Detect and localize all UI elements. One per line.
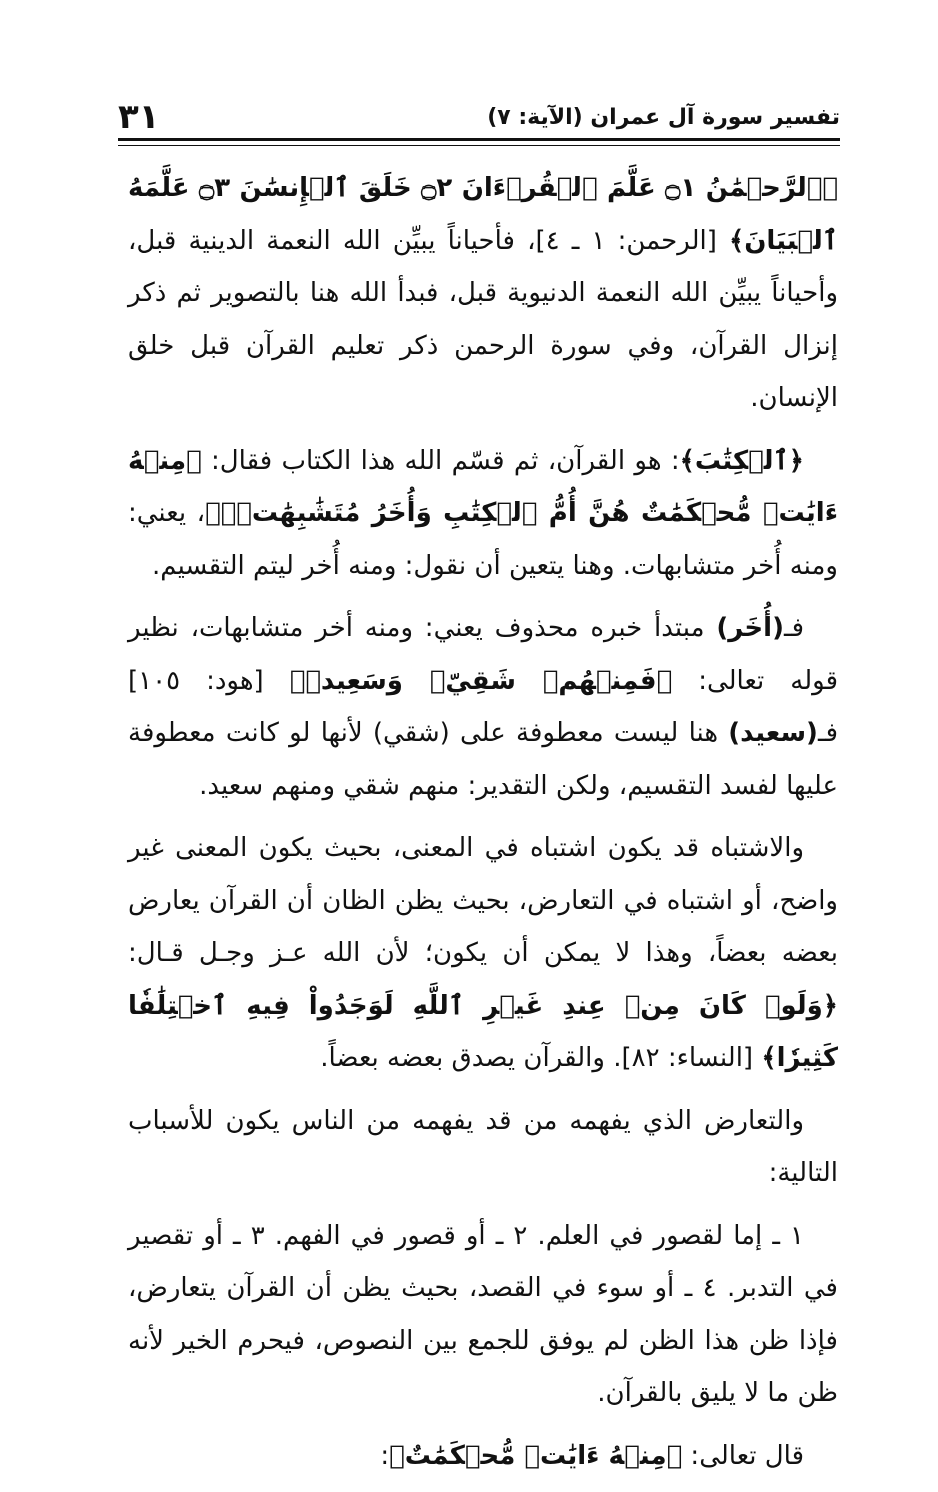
running-title: تفسير سورة آل عمران (الآية: ٧) (487, 105, 840, 130)
bold-term: (أُخَر) (716, 613, 784, 643)
paragraph-text: ١ ـ إما لقصور في العلم. ٢ ـ أو قصور في الفهم. ٣ ـ أو تقصير في التدبر. ٤ ـ أو سوء في القصد، بحيث يظن أن القرآن يتعارض، فإذا ظن هذا الظن لم يوفق للجمع بين النصوص، فيحرم الخير لأنه ظن ما لا يليق بالقرآن. (128, 1220, 838, 1408)
paragraph-text: قال تعالى: (682, 1440, 804, 1471)
paragraph-text: : (380, 1440, 390, 1471)
paragraph-2 (128, 435, 838, 593)
paragraph-text: فـ (783, 613, 804, 643)
paragraph-7 (128, 1430, 838, 1483)
paragraph-text: والتعارض الذي يفهمه من قد يفهمه من الناس يكون للأسباب التالية: (128, 1105, 838, 1188)
paragraph-text: [النساء: ٨٢]. والقرآن يصدق بعضه بعضاً. (320, 1043, 762, 1073)
paragraph-4 (128, 822, 838, 1085)
paragraph-5 (128, 1095, 838, 1200)
paragraph-text: والاشتباه قد يكون اشتباه في المعنى، بحيث يكون المعنى غير واضح، أو اشتباه في التعارض، بحيث يظن الظان أن القرآن يعارض بعضه بعضاً، وهذا لا يمكن أن يكون؛ لأن الله عـز وجـل قـال: (128, 833, 838, 968)
header-rule-thin (118, 145, 840, 146)
paragraph-text: [الرحمن: ١ ـ ٤]، فأحياناً يبيِّن الله النعمة الدينية قبل، وأحياناً يبيِّن الله النعمة الدنيوية قبل، فبدأ الله هنا بالتصوير ثم ذكر إنزال القرآن، وفي سورة الرحمن ذكر تعليم القرآن قبل خلق الإنسان. (128, 225, 838, 413)
paragraph-text: مبتدأ خبره محذوف يعني: ومنه أخر متشابهات، نظير قوله تعالى: (128, 613, 838, 696)
quran-verse: ﴿وَلَوۡ كَانَ مِنۡ عِندِ غَيۡرِ ٱللَّهِ لَوَجَدُواْ فِيهِ ٱخۡتِلَٰفٗا كَثِيرٗا﴾ (128, 990, 838, 1073)
page-number: ٣١ (118, 97, 160, 137)
paragraph-6 (128, 1210, 838, 1420)
page-header (118, 86, 840, 137)
bold-term: (سعيد) (728, 718, 818, 748)
paragraph-1 (128, 162, 838, 425)
paragraph-text: هنا ليست معطوفة على (شقي) لأنها لو كانت معطوفة عليها لفسد التقسيم، ولكن التقدير: منهم شقي ومنهم سعيد. (128, 718, 838, 801)
quran-verse: ﴿مِنۡهُ ءَايَٰتٞ مُّحۡكَمَٰتٌ﴾ (389, 1440, 683, 1471)
header-rule-thick (118, 138, 840, 141)
quran-verse: ﴿ٱلۡكِتَٰبَ﴾ (679, 445, 804, 476)
paragraph-text: ، يعني: ومنه أُخر متشابهات. وهنا يتعين أن نقول: ومنه أُخر ليتم التقسيم. (128, 498, 838, 581)
quran-verse: ﴿فَمِنۡهُمۡ شَقِيّٞ وَسَعِيدٞ﴾ (289, 665, 673, 696)
quran-verse: ﴿مِنۡهُ ءَايَٰتٞ مُّحۡكَمَٰتٌ هُنَّ أُمُّ ٱلۡكِتَٰبِ وَأُخَرُ مُتَشَٰبِهَٰتٞۖ﴾ (128, 445, 839, 528)
paragraph-3 (128, 602, 838, 812)
quran-verse: ﴿ٱلرَّحۡمَٰنُ ۝١ عَلَّمَ ٱلۡقُرۡءَانَ ۝٢ خَلَقَ ٱلۡإِنسَٰنَ ۝٣ عَلَّمَهُ ٱلۡبَيَانَ﴾ (128, 173, 839, 256)
page-body (128, 162, 838, 1492)
paragraph-text: [هود: ١٠٥] فـ (128, 665, 838, 748)
paragraph-text: : هو القرآن، ثم قسّم الله هذا الكتاب فقال: (201, 445, 680, 476)
